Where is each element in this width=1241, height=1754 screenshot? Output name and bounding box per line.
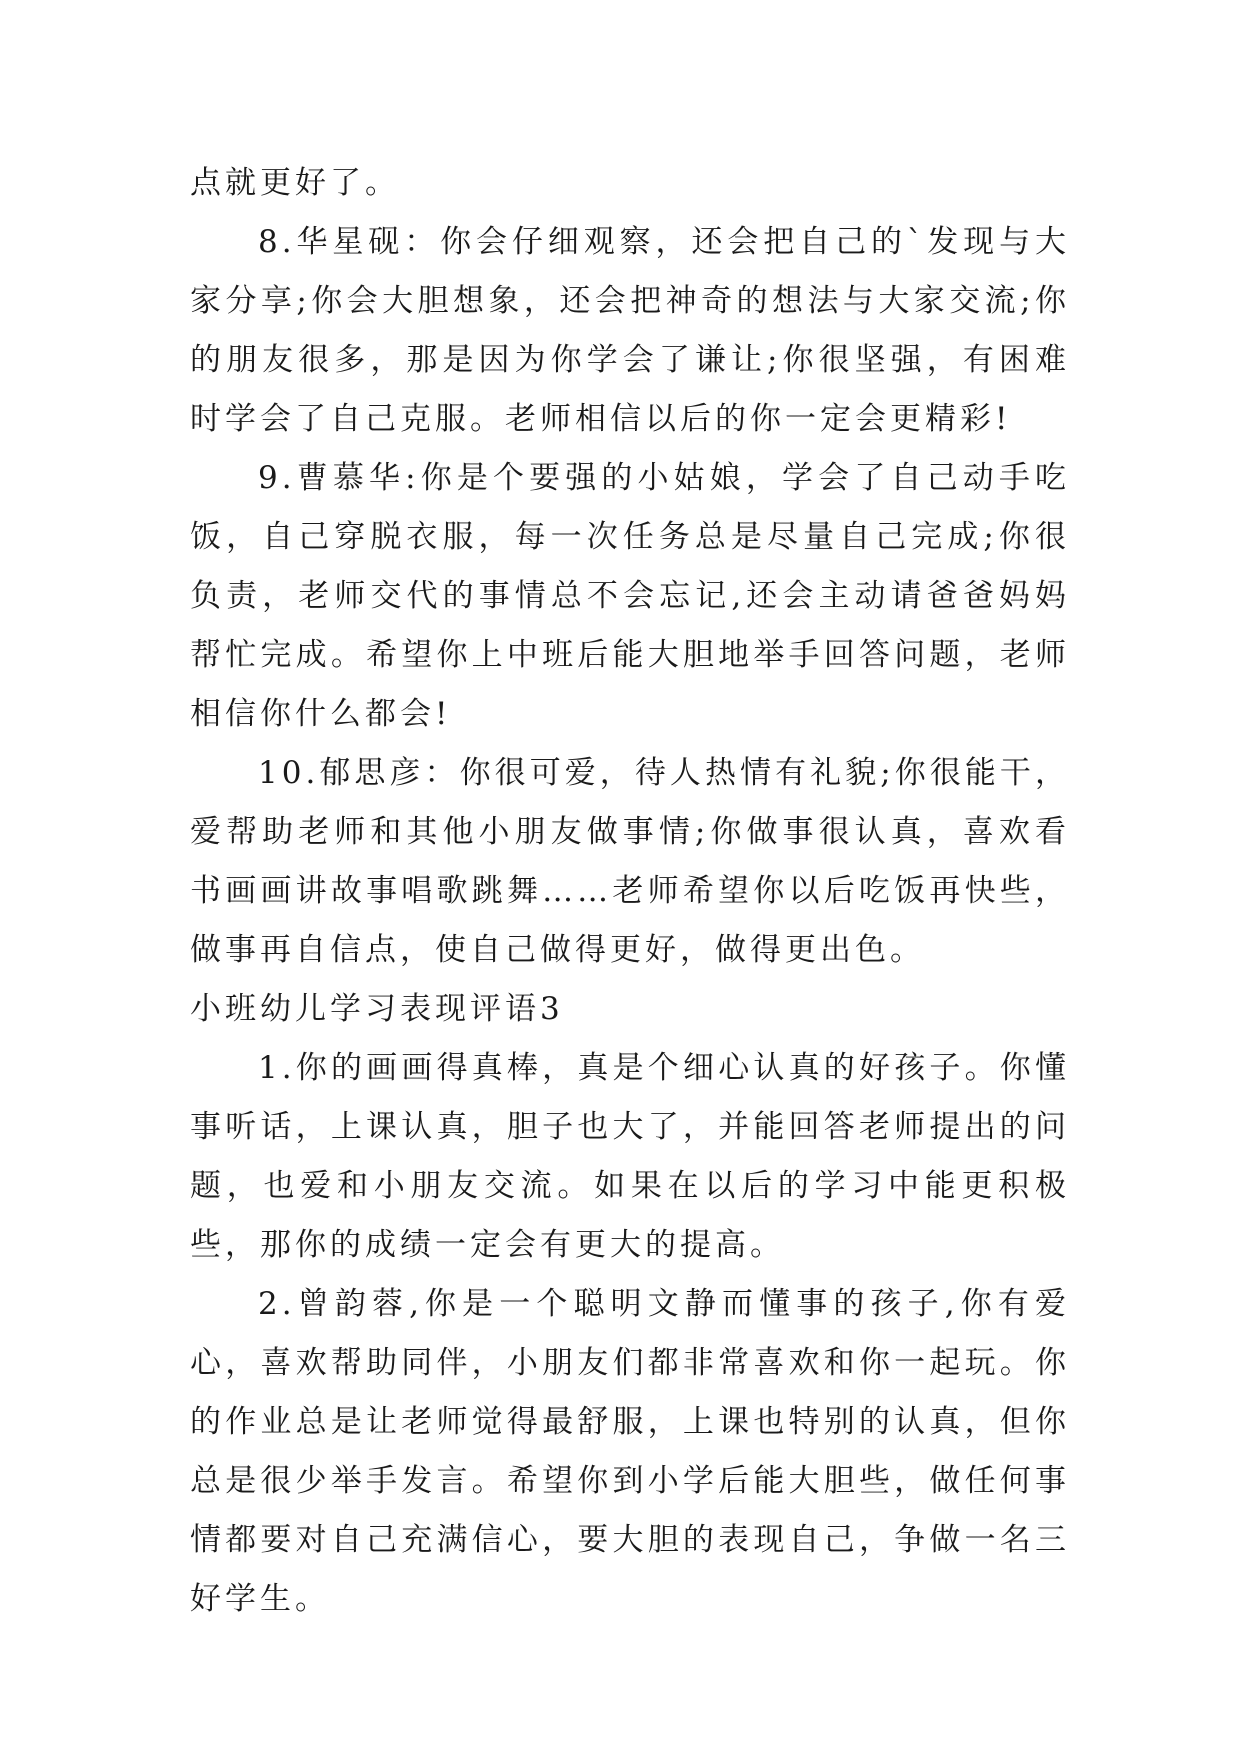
paragraph-comment-9: 9.曹慕华:你是个要强的小姑娘，学会了自己动手吃饭，自己穿脱衣服，每一次任务总是尽量自己完成;你很负责，老师交代的事情总不会忘记,还会主动请爸爸妈妈帮忙完成。希望你上中班后能大胆地举手回答问题，老师相信你什么都会! [190, 460, 1070, 732]
paragraph-comment-2: 2.曾韵蓉,你是一个聪明文静而懂事的孩子,你有爱心，喜欢帮助同伴，小朋友们都非常喜欢和你一起玩。你的作业总是让老师觉得最舒服，上课也特别的认真，但你总是很少举手发言。希望你到小学后能大胆些，做任何事情都要对自己充满信心，要大胆的表现自己，争做一名三好学生。 [190, 1286, 1070, 1617]
section-heading: 小班幼儿学习表现评语3 [190, 991, 564, 1027]
document-body [190, 154, 1070, 1629]
paragraph-comment-1: 1.你的画画得真棒，真是个细心认真的好孩子。你懂事听话，上课认真，胆子也大了，并能回答老师提出的问题，也爱和小朋友交流。如果在以后的学习中能更积极些，那你的成绩一定会有更大的提高。 [190, 1050, 1070, 1263]
paragraph-comment-8: 8.华星砚：你会仔细观察，还会把自己的`发现与大家分享;你会大胆想象，还会把神奇的想法与大家交流;你的朋友很多，那是因为你学会了谦让;你很坚强，有困难时学会了自己克服。老师相信以后的你一定会更精彩! [190, 224, 1070, 437]
paragraph-comment-10: 10.郁思彦：你很可爱，待人热情有礼貌;你很能干，爱帮助老师和其他小朋友做事情;你做事很认真，喜欢看书画画讲故事唱歌跳舞……老师希望你以后吃饭再快些，做事再自信点，使自己做得更好，做得更出色。 [190, 755, 1070, 968]
paragraph-continuation: 点就更好了。 [190, 165, 400, 201]
